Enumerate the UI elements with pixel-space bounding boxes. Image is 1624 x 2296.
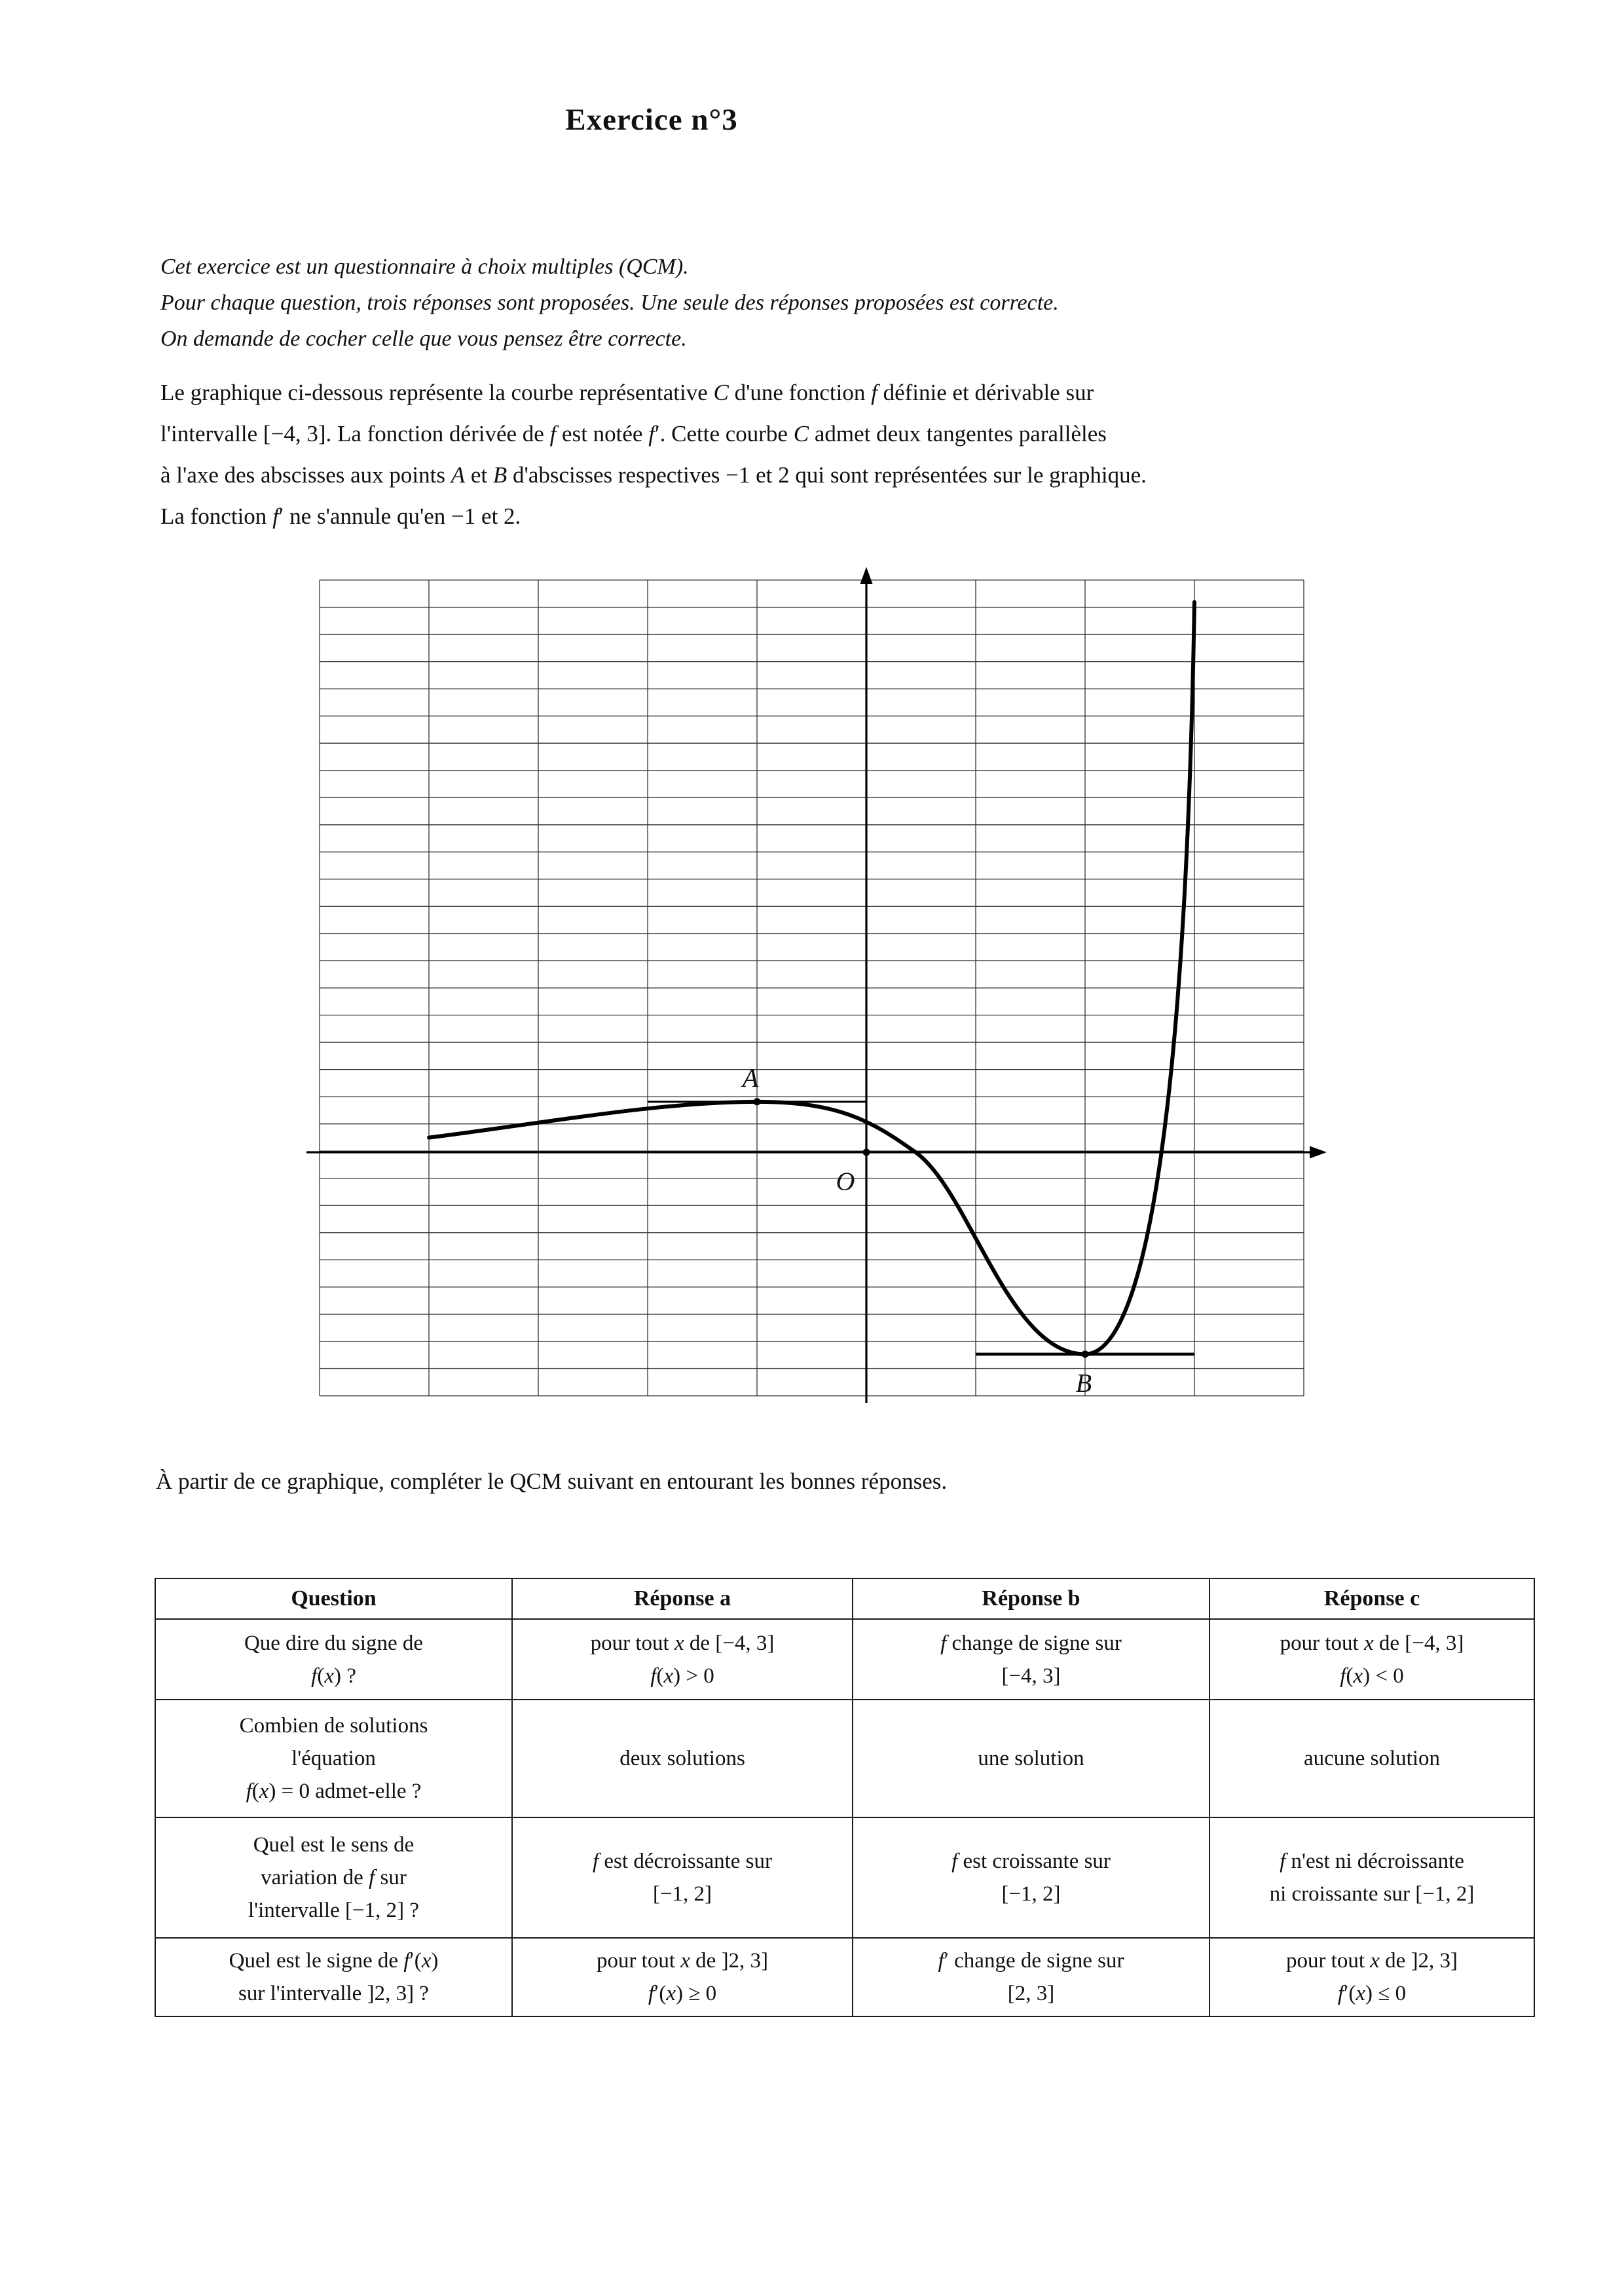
cell-line: f′(x) ≥ 0 bbox=[648, 1982, 717, 2005]
cell-line: f(x) > 0 bbox=[650, 1664, 714, 1688]
cell-line: f(x) = 0 admet-elle ? bbox=[246, 1779, 422, 1803]
qcm-row-1 bbox=[155, 1619, 1534, 1700]
function-graph bbox=[288, 550, 1362, 1421]
cell-line: Combien de solutions bbox=[239, 1714, 428, 1738]
cell-line: pour tout x de ]2, 3] bbox=[1285, 1949, 1458, 1973]
cell-line: f(x) < 0 bbox=[1340, 1664, 1404, 1688]
page-title: Exercice n°3 bbox=[565, 103, 738, 137]
point-A bbox=[754, 1098, 761, 1105]
label-O: O bbox=[836, 1167, 855, 1196]
cell-line: pour tout x de [−4, 3] bbox=[590, 1631, 775, 1655]
cell-line: Quel est le signe de f′(x) bbox=[229, 1949, 439, 1973]
y-axis-arrow-icon bbox=[860, 567, 873, 584]
point-O bbox=[863, 1149, 870, 1156]
qcm-table bbox=[155, 1578, 1535, 2017]
row1-answer-c bbox=[1209, 1619, 1534, 1700]
cell-line: sur l'intervalle ]2, 3] ? bbox=[238, 1982, 429, 2005]
cell-line: aucune solution bbox=[1303, 1747, 1441, 1770]
row2-question bbox=[155, 1700, 512, 1817]
row1-question bbox=[155, 1619, 512, 1700]
cell-line: Quel est le sens de bbox=[253, 1833, 415, 1857]
label-A: A bbox=[742, 1063, 759, 1093]
cell-line: f(x) ? bbox=[311, 1664, 356, 1688]
row3-answer-c bbox=[1209, 1817, 1534, 1938]
cell-line: [−4, 3] bbox=[1001, 1664, 1061, 1688]
row2-answer-a bbox=[512, 1700, 853, 1817]
x-axis-arrow-icon bbox=[1310, 1146, 1327, 1159]
cell-line: [−1, 2] bbox=[652, 1882, 712, 1906]
row1-answer-a bbox=[512, 1619, 853, 1700]
qcm-instruction: À partir de ce graphique, compléter le QCM suivant en entourant les bonnes réponses. bbox=[156, 1468, 948, 1494]
cell-line: f′(x) ≤ 0 bbox=[1337, 1982, 1407, 2005]
statement-line: l'intervalle [−4, 3]. La fonction dérivée de f est notée f′. Cette courbe C admet deux tangentes parallèles bbox=[160, 421, 1107, 446]
header-reponse-c: Réponse c bbox=[1209, 1578, 1534, 1619]
cell-line: deux solutions bbox=[619, 1747, 745, 1770]
row1-answer-b bbox=[853, 1619, 1209, 1700]
row4-answer-b bbox=[853, 1938, 1209, 2016]
statement-block bbox=[160, 372, 1147, 537]
row4-question bbox=[155, 1938, 512, 2016]
cell-line: f est décroissante sur bbox=[592, 1850, 772, 1873]
cell-line: l'équation bbox=[291, 1747, 376, 1770]
point-B bbox=[1082, 1351, 1089, 1358]
row3-answer-b bbox=[853, 1817, 1209, 1938]
cell-line: une solution bbox=[978, 1747, 1084, 1770]
qcm-header-row bbox=[155, 1578, 1534, 1619]
cell-line: Que dire du signe de bbox=[244, 1631, 424, 1655]
row3-question bbox=[155, 1817, 512, 1938]
curve-f bbox=[429, 602, 1194, 1355]
row2-answer-b bbox=[853, 1700, 1209, 1817]
header-question: Question bbox=[155, 1578, 512, 1619]
cell-line: f′ change de signe sur bbox=[938, 1949, 1124, 1973]
cell-line: variation de f sur bbox=[261, 1866, 407, 1889]
row4-answer-a bbox=[512, 1938, 853, 2016]
qcm-row-4 bbox=[155, 1938, 1534, 2016]
cell-line: ni croissante sur [−1, 2] bbox=[1269, 1882, 1475, 1906]
row3-answer-a bbox=[512, 1817, 853, 1938]
row2-answer-c bbox=[1209, 1700, 1534, 1817]
qcm-row-2 bbox=[155, 1700, 1534, 1817]
header-reponse-a: Réponse a bbox=[512, 1578, 853, 1619]
statement-line: à l'axe des abscisses aux points A et B d'abscisses respectives −1 et 2 qui sont représentées sur le graphique. bbox=[160, 462, 1147, 488]
cell-line: f n'est ni décroissante bbox=[1280, 1850, 1464, 1873]
cell-line: pour tout x de [−4, 3] bbox=[1280, 1631, 1464, 1655]
row4-answer-c bbox=[1209, 1938, 1534, 2016]
header-reponse-b: Réponse b bbox=[853, 1578, 1209, 1619]
intro-line: On demande de cocher celle que vous pensez être correcte. bbox=[160, 327, 687, 351]
label-B: B bbox=[1075, 1368, 1092, 1398]
intro-block bbox=[160, 249, 1059, 357]
cell-line: [−1, 2] bbox=[1001, 1882, 1061, 1906]
statement-line: La fonction f′ ne s'annule qu'en −1 et 2. bbox=[160, 503, 521, 529]
qcm-row-3 bbox=[155, 1817, 1534, 1938]
statement-line: Le graphique ci-dessous représente la courbe représentative C d'une fonction f définie et dérivable sur bbox=[160, 380, 1094, 405]
cell-line: l'intervalle [−1, 2] ? bbox=[248, 1899, 419, 1922]
intro-line: Pour chaque question, trois réponses sont proposées. Une seule des réponses proposées est correcte. bbox=[160, 291, 1059, 315]
cell-line: f change de signe sur bbox=[940, 1631, 1122, 1655]
cell-line: [2, 3] bbox=[1007, 1982, 1055, 2005]
cell-line: pour tout x de ]2, 3] bbox=[596, 1949, 769, 1973]
cell-line: f est croissante sur bbox=[951, 1850, 1111, 1873]
intro-line: Cet exercice est un questionnaire à choix multiples (QCM). bbox=[160, 255, 689, 279]
